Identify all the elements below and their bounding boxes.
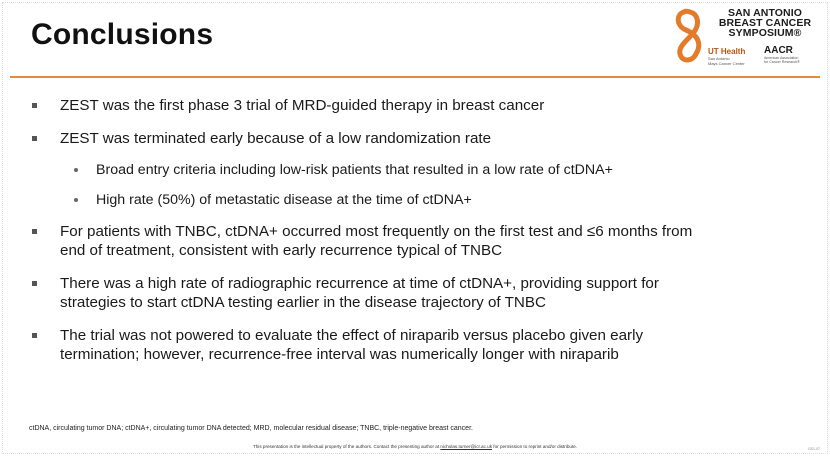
author-email-link[interactable]: nicholas.turner@icr.ac.uk: [440, 444, 493, 449]
bullet-3-line-1: For patients with TNBC, ctDNA+ occurred most frequently on the first test and ≤6 months from: [60, 223, 693, 240]
sabcs-wordmark: [705, 8, 825, 38]
aacr-logo: [764, 45, 800, 64]
bullet-4-line-1: There was a high rate of radiographic recurrence at time of ctDNA+, providing support for: [60, 275, 659, 292]
bullet-4-line-2: strategies to start ctDNA testing earlier in the disease trajectory of TNBC: [60, 294, 546, 311]
sabcs-logo: [672, 6, 824, 72]
bullet-3-line-2: end of treatment, consistent with early recurrence typical of TNBC: [60, 242, 503, 259]
bullet-1: ZEST was the first phase 3 trial of MRD-guided therapy in breast cancer: [60, 97, 545, 114]
aacr-sub: American Association: [764, 56, 799, 60]
pink-ribbon-icon: [674, 8, 708, 66]
bullet-3: [60, 222, 692, 260]
slide-title: Conclusions: [31, 18, 214, 51]
dot-bullet-icon: [74, 168, 78, 172]
title-divider: [10, 76, 820, 78]
presentation-code: GS1-07: [807, 447, 820, 451]
ut-health-logo: [708, 47, 745, 66]
bullet-5-line-1: The trial was not powered to evaluate the effect of niraparib versus placebo given early: [60, 327, 644, 344]
sub-bullet-1: Broad entry criteria including low-risk patients that resulted in a low rate of ctDNA+: [96, 162, 613, 178]
square-bullet-icon: [32, 281, 37, 286]
copyright-notice: [0, 444, 830, 449]
ut-health-sub: San Antonio: [708, 56, 730, 61]
square-bullet-icon: [32, 229, 37, 234]
square-bullet-icon: [32, 136, 37, 141]
sub-bullet-2: High rate (50%) of metastatic disease at the time of ctDNA+: [96, 192, 472, 208]
square-bullet-icon: [32, 103, 37, 108]
copyright-text-before: This presentation is the intellectual property of the authors. Contact the presenting author at: [252, 444, 441, 449]
ut-health-name: UT Health: [708, 47, 746, 56]
bullet-5-line-2: termination; however, recurrence-free interval was numerically longer with niraparib: [60, 346, 619, 363]
sabcs-line-1: SAN ANTONIO: [727, 7, 803, 19]
aacr-sub2: for Cancer Research®: [764, 60, 800, 64]
aacr-name: AACR: [764, 45, 793, 56]
ut-health-sub2: Mays Cancer Center: [708, 61, 745, 66]
bullet-2: ZEST was terminated early because of a low randomization rate: [60, 130, 492, 147]
bullet-4: [60, 274, 659, 312]
square-bullet-icon: [32, 333, 37, 338]
dot-bullet-icon: [74, 198, 78, 202]
bullet-5: [60, 326, 643, 364]
copyright-text-after: for permission to reprint and/or distribute.: [492, 444, 578, 449]
sabcs-line-2: BREAST CANCER: [718, 17, 812, 29]
sabcs-line-3: SYMPOSIUM®: [728, 27, 802, 39]
abbreviations-footnote: ctDNA, circulating tumor DNA; ctDNA+, circulating tumor DNA detected; MRD, molecular residual disease; TNBC, triple-negative breast cancer.: [29, 425, 473, 432]
